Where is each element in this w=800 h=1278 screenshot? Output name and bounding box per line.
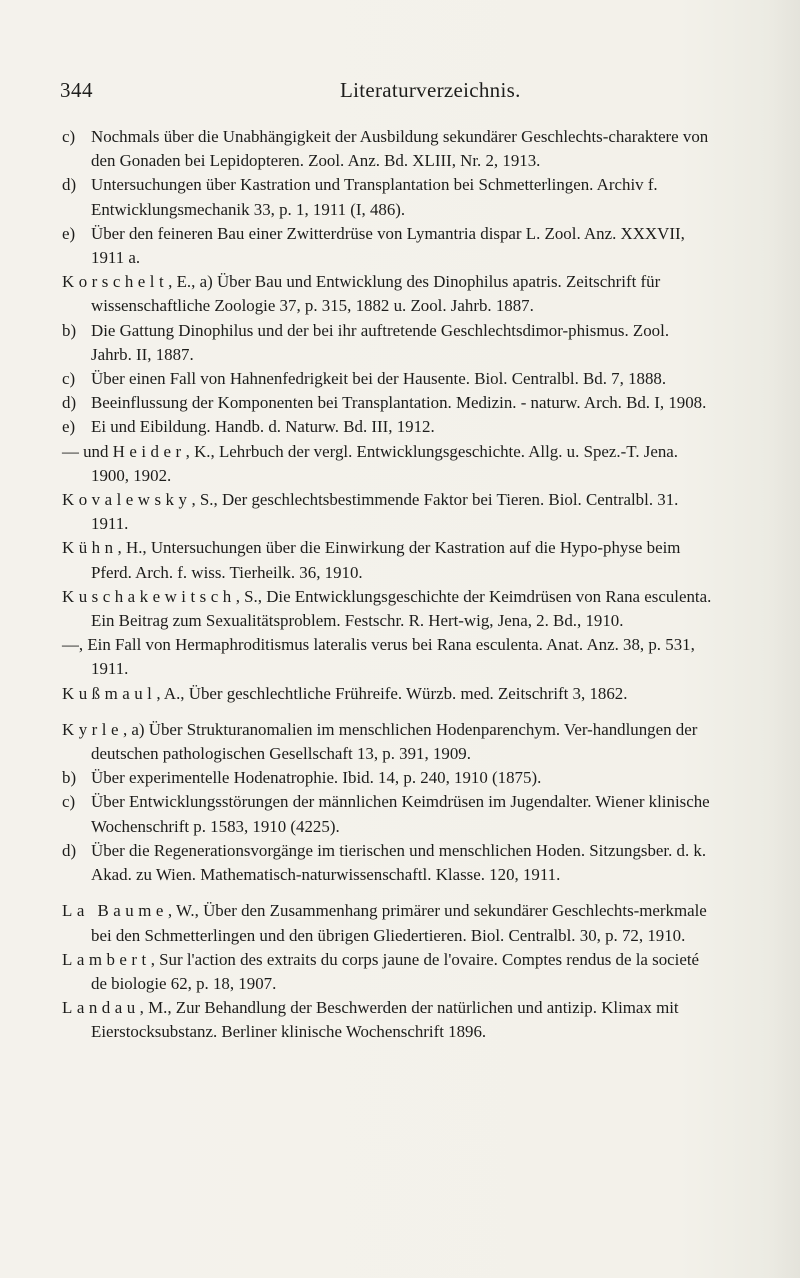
entry-label: e) (62, 417, 76, 437)
entry-author: Kyrle (62, 719, 123, 739)
entry-author: Kußmaul (62, 683, 157, 703)
entry-text: , S., Der geschlechtsbestimmende Faktor bei Tieren. Biol. Centralbl. 31. 1911. (91, 490, 679, 534)
entry-label: c) (62, 792, 76, 812)
entry-text: Über Entwicklungsstörungen der männlichen Keimdrüsen im Jugendalter. Wiener klinische Wochenschrift p. 1583, 1910 (4225). (91, 792, 710, 836)
entry-label: d) (62, 175, 77, 195)
bibliography-entry (62, 415, 714, 439)
bibliography-entry (62, 585, 714, 633)
bibliography-entry (62, 899, 714, 947)
entry-label: d) (62, 393, 77, 413)
section-gap (62, 887, 714, 899)
page-number: 344 (60, 78, 93, 102)
entry-author: Landau (62, 998, 140, 1018)
bibliography-entry (62, 536, 714, 584)
bibliography-entry (62, 440, 714, 488)
section-gap (62, 706, 714, 718)
bibliography-entry (62, 948, 714, 996)
page-header (60, 78, 700, 108)
entry-text: , Sur l'action des extraits du corps jaune de l'ovaire. Comptes rendus de la societé de biologie 62, p. 18, 1907. (91, 949, 700, 993)
entry-label: e) (62, 223, 76, 243)
entry-author: Korschelt (62, 272, 169, 292)
entry-text: , K., Lehrbuch der vergl. Entwicklungsgeschichte. Allg. u. Spez.-T. Jena. 1900, 1902. (91, 441, 678, 485)
entry-label: c) (62, 369, 76, 389)
entry-text: , S., Die Entwicklungsgeschichte der Keimdrüsen von Rana esculenta. Ein Beitrag zum Sexualitätsproblem. Festschr. R. Hert-wig, Jena, 2. Bd., 1910. (91, 586, 712, 631)
entry-text: Über die Regenerationsvorgänge im tierischen und menschlichen Hoden. Sitzungsber. d. k. Akad. zu Wien. Mathematisch-naturwissenschaftl. Klasse. 120, 1911. (91, 840, 707, 885)
entry-label: b) (62, 320, 77, 340)
entry-text: Ei und Eibildung. Handb. d. Naturw. Bd. III, 1912. (91, 417, 435, 437)
entry-text: Beeinflussung der Komponenten bei Transplantation. Medizin. - naturw. Arch. Bd. I, 1908. (91, 393, 707, 413)
bibliography-entry (62, 996, 714, 1044)
bibliography-list (62, 125, 714, 1045)
entry-text: Ein Fall von Hermaphroditismus lateralis verus bei Rana esculenta. Anat. Anz. 38, p. 531, 1911. (87, 635, 695, 679)
entry-text: Die Gattung Dinophilus und der bei ihr auftretende Geschlechtsdimor-phismus. Zool. Jahrb. II, 1887. (91, 320, 670, 364)
bibliography-entry (62, 222, 714, 270)
bibliography-entry (62, 270, 714, 318)
bibliography-entry (62, 319, 714, 367)
entry-text: , M., Zur Behandlung der Beschwerden der natürlichen und antizip. Klimax mit Eierstocksubstanz. Berliner klinische Wochenschrift 1896. (91, 998, 679, 1042)
entry-text: Nochmals über die Unabhängigkeit der Ausbildung sekundärer Geschlechts-charaktere von den Gonaden bei Lepidopteren. Zool. Anz. Bd. XLIII, Nr. 2, 1913. (91, 127, 709, 171)
entry-text: , E., a) Über Bau und Entwicklung des Dinophilus apatris. Zeitschrift für wissenschaftliche Zoologie 37, p. 315, 1882 u. Zool. Jahrb. 1887. (91, 272, 661, 316)
entry-author: Lambert (62, 949, 151, 969)
entry-author: Kühn (62, 538, 118, 558)
bibliography-entry (62, 790, 714, 838)
running-title: Literaturverzeichnis. (340, 78, 521, 102)
entry-text: Über experimentelle Hodenatrophie. Ibid. 14, p. 240, 1910 (1875). (91, 768, 542, 788)
entry-prefix: — und (62, 441, 113, 461)
bibliography-entry (62, 488, 714, 536)
bibliography-entry (62, 125, 714, 173)
entry-prefix: —, (62, 635, 88, 655)
bibliography-entry (62, 839, 714, 887)
bibliography-entry (62, 633, 714, 681)
entry-label: c) (62, 127, 76, 146)
entry-text: , a) Über Strukturanomalien im menschlichen Hodenparenchym. Ver-handlungen der deutschen pathologischen Gesellschaft 13, p. 391, 1909. (91, 719, 698, 764)
entry-author: Heider (112, 441, 186, 461)
bibliography-entry (62, 173, 714, 221)
entry-text: Über den feineren Bau einer Zwitterdrüse von Lymantria dispar L. Zool. Anz. XXXVII, 1911 a. (91, 223, 685, 268)
entry-author: Kuschakewitsch (62, 586, 236, 606)
entry-text: Über einen Fall von Hahnenfedrigkeit bei der Hausente. Biol. Centralbl. Bd. 7, 1888. (91, 369, 667, 389)
bibliography-entry (62, 391, 714, 415)
entry-author: La Baume (62, 901, 168, 921)
bibliography-entry (62, 766, 714, 790)
entry-label: b) (62, 768, 77, 788)
entry-text: , H., Untersuchungen über die Einwirkung der Kastration auf die Hypo-physe beim Pferd. Arch. f. wiss. Tierheilk. 36, 1910. (91, 538, 681, 582)
bibliography-entry (62, 718, 714, 766)
entry-text: , W., Über den Zusammenhang primärer und sekundärer Geschlechts-merkmale bei den Schmetterlingen und den übrigen Gliedertieren. Biol. Centralbl. 30, p. 72, 1910. (91, 901, 707, 945)
entry-label: d) (62, 840, 77, 860)
bibliography-entry (62, 367, 714, 391)
entry-text: Untersuchungen über Kastration und Transplantation bei Schmetterlingen. Archiv f. Entwicklungsmechanik 33, p. 1, 1911 (I, 486). (91, 175, 658, 219)
entry-text: , A., Über geschlechtliche Frühreife. Würzb. med. Zeitschrift 3, 1862. (156, 683, 628, 703)
entry-author: Kovalewsky (62, 490, 192, 510)
bibliography-entry (62, 682, 714, 706)
